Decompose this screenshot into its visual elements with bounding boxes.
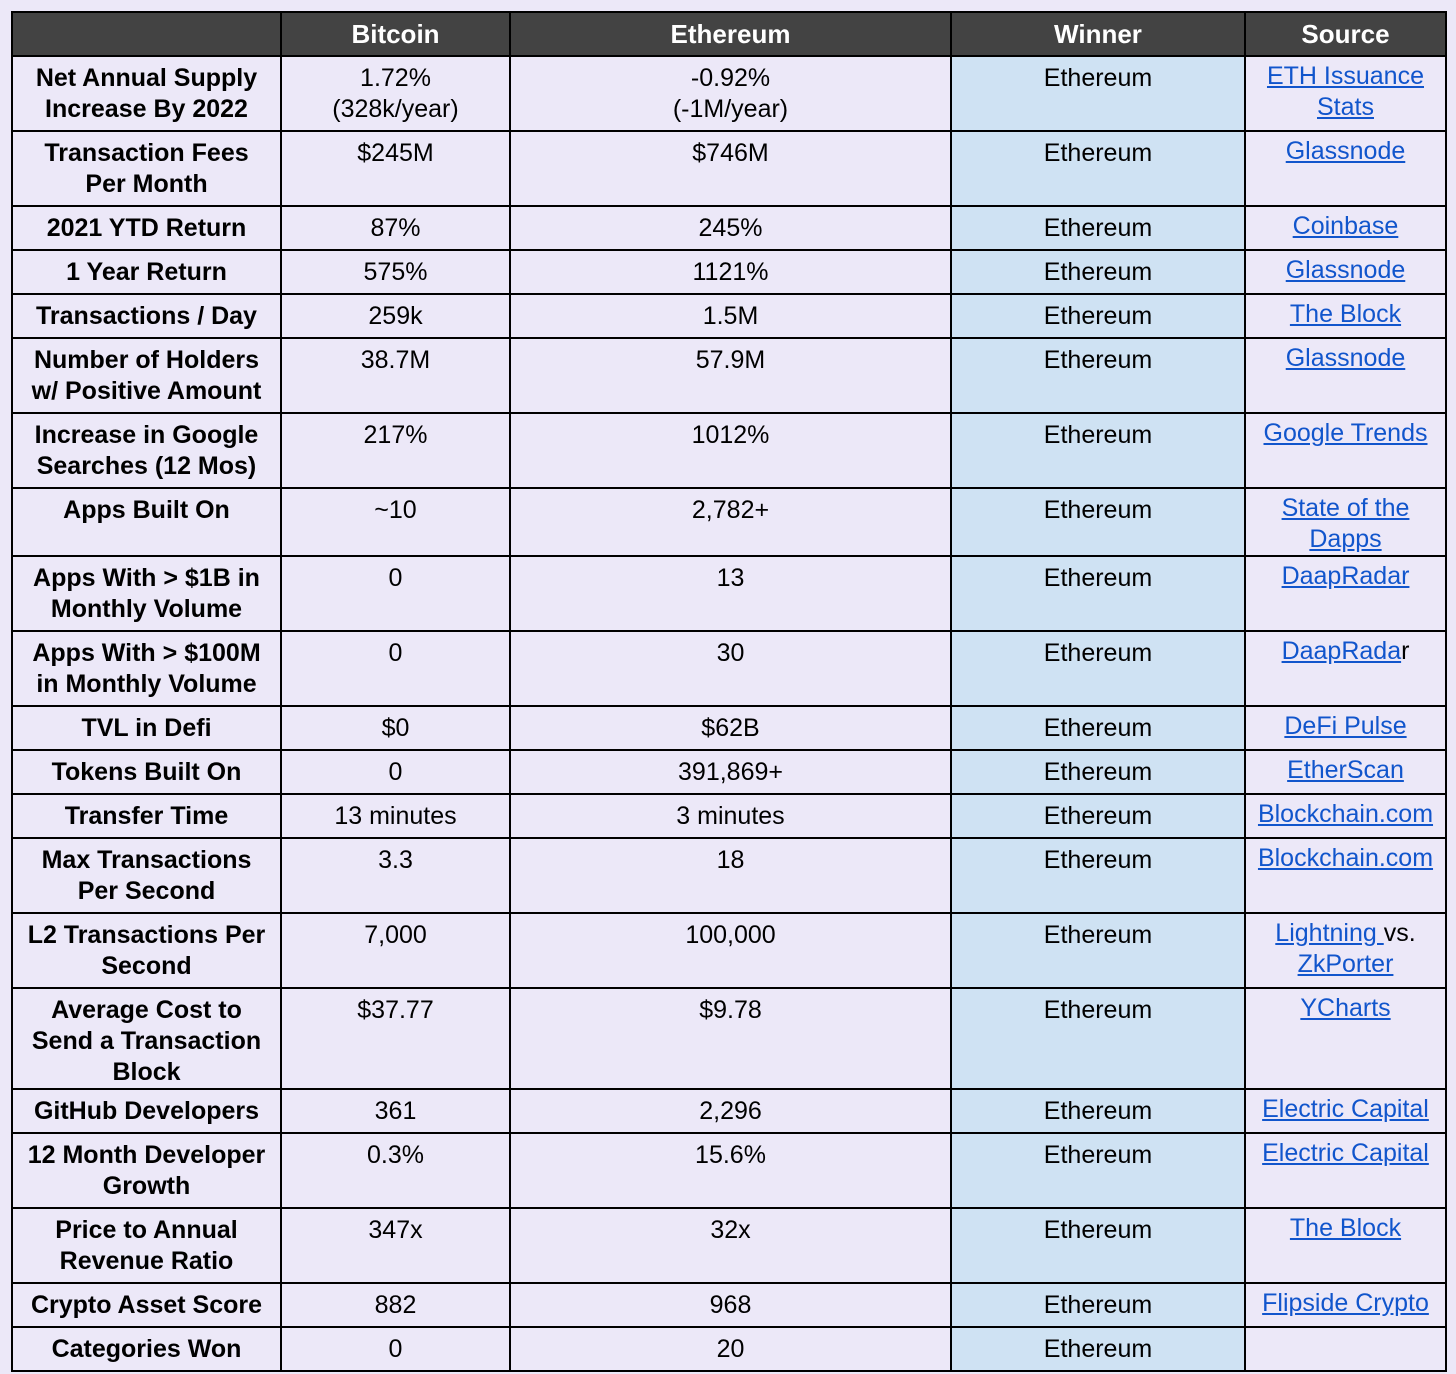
source-line: [1246, 843, 1445, 874]
source-link[interactable]: The Block: [1289, 1214, 1402, 1242]
ethereum-value-line: 100,000: [685, 921, 776, 949]
source-cell: [1245, 1208, 1446, 1283]
table-row: [12, 131, 1446, 206]
source-line: [1246, 755, 1445, 786]
ethereum-value-line: 15.6%: [695, 1141, 766, 1169]
winner-value: Ethereum: [951, 294, 1245, 338]
source-cell: [1245, 988, 1446, 1089]
metric-label-line: Send a Transaction: [31, 1027, 262, 1055]
source-line: [1246, 711, 1445, 742]
bitcoin-value: [281, 294, 510, 338]
bitcoin-value-line: 38.7M: [360, 346, 431, 374]
metric-label-line: Per Month: [85, 170, 208, 198]
bitcoin-value: [281, 838, 510, 913]
source-cell: [1245, 838, 1446, 913]
table-row: [12, 750, 1446, 794]
source-link[interactable]: ETH Issuance: [1266, 62, 1424, 90]
source-link[interactable]: Google Trends: [1263, 419, 1428, 447]
metric-label: [12, 488, 281, 556]
bitcoin-value-line: 0.3%: [367, 1141, 424, 1169]
metric-label: [12, 250, 281, 294]
source-link[interactable]: EtherScan: [1287, 756, 1404, 784]
ethereum-value-line: 2,782+: [691, 496, 770, 524]
metric-label: [12, 556, 281, 631]
ethereum-value: [510, 706, 951, 750]
winner-value: Ethereum: [951, 1133, 1245, 1208]
bitcoin-value-line: 361: [374, 1097, 417, 1125]
metric-label-line: TVL in Defi: [81, 714, 212, 742]
metric-label-line: in Monthly Volume: [36, 670, 257, 698]
ethereum-value-line: 1.5M: [702, 302, 759, 330]
bitcoin-value-line: 87%: [370, 214, 421, 242]
bitcoin-value-line: (328k/year): [332, 95, 459, 123]
metric-label: [12, 1283, 281, 1327]
ethereum-value: [510, 794, 951, 838]
bitcoin-value-line: 3.3: [378, 846, 413, 874]
ethereum-value-line: 245%: [698, 214, 763, 242]
source-line: [1246, 1288, 1445, 1319]
ethereum-value: [510, 750, 951, 794]
bitcoin-value: [281, 913, 510, 988]
bitcoin-value: [281, 750, 510, 794]
source-cell: [1245, 206, 1446, 250]
source-cell: [1245, 913, 1446, 988]
metric-label: [12, 631, 281, 706]
source-cell: [1245, 131, 1446, 206]
metric-label-line: Price to Annual: [55, 1216, 238, 1244]
metric-label: [12, 838, 281, 913]
source-link[interactable]: DaapRada: [1281, 637, 1402, 665]
source-link[interactable]: Blockchain.com: [1257, 844, 1434, 872]
metric-label-line: Growth: [102, 1172, 191, 1200]
ethereum-value-line: 32x: [710, 1216, 751, 1244]
source-cell: [1245, 56, 1446, 131]
table-row: [12, 206, 1446, 250]
header-row: [12, 12, 1446, 56]
source-cell: [1245, 1283, 1446, 1327]
source-link[interactable]: DaapRadar: [1281, 562, 1410, 590]
table-row: [12, 988, 1446, 1089]
bitcoin-value: [281, 1208, 510, 1283]
ethereum-value-line: $62B: [701, 714, 760, 742]
winner-value: Ethereum: [951, 706, 1245, 750]
ethereum-value: [510, 488, 951, 556]
metric-label-line: Tokens Built On: [51, 758, 242, 786]
winner-value: Ethereum: [951, 631, 1245, 706]
source-cell: [1245, 250, 1446, 294]
source-line: [1246, 1094, 1445, 1125]
metric-label: [12, 338, 281, 413]
table-row: [12, 1327, 1446, 1371]
source-line: [1246, 136, 1445, 167]
bitcoin-value: [281, 338, 510, 413]
source-link[interactable]: The Block: [1289, 300, 1402, 328]
ethereum-value-line: 1121%: [692, 258, 769, 286]
comparison-table: [11, 11, 1447, 1372]
source-cell: [1245, 750, 1446, 794]
bitcoin-value: [281, 413, 510, 488]
bitcoin-value: [281, 1327, 510, 1371]
source-link[interactable]: Stats: [1317, 93, 1374, 121]
winner-value: Ethereum: [951, 1208, 1245, 1283]
source-line: [1246, 993, 1445, 1024]
header-source: Source: [1245, 12, 1446, 56]
winner-value: Ethereum: [951, 56, 1245, 131]
ethereum-value: [510, 1327, 951, 1371]
source-cell: [1245, 794, 1446, 838]
ethereum-value: [510, 206, 951, 250]
source-cell: [1245, 1133, 1446, 1208]
metric-label: [12, 794, 281, 838]
source-cell: [1245, 556, 1446, 631]
ethereum-value: [510, 1089, 951, 1133]
table-row: [12, 913, 1446, 988]
source-link[interactable]: Glassnode: [1285, 137, 1406, 165]
winner-value: Ethereum: [951, 413, 1245, 488]
source-link[interactable]: ZkPorter: [1297, 950, 1394, 978]
metric-label-line: Searches (12 Mos): [36, 452, 257, 480]
ethereum-value: [510, 556, 951, 631]
bitcoin-value: [281, 56, 510, 131]
winner-value: Ethereum: [951, 750, 1245, 794]
source-link[interactable]: Electric Capital: [1262, 1139, 1429, 1167]
winner-value: Ethereum: [951, 1327, 1245, 1371]
source-link[interactable]: Flipside Crypto: [1262, 1289, 1429, 1317]
table-body: [12, 56, 1446, 1371]
source-line: [1246, 61, 1445, 92]
table-row: [12, 250, 1446, 294]
ethereum-value-line: $9.78: [699, 996, 762, 1024]
bitcoin-value: [281, 556, 510, 631]
ethereum-value: [510, 131, 951, 206]
metric-label-line: Number of Holders: [33, 346, 260, 374]
bitcoin-value-line: 259k: [368, 302, 423, 330]
table-row: [12, 338, 1446, 413]
winner-value: Ethereum: [951, 338, 1245, 413]
bitcoin-value-line: $37.77: [357, 996, 434, 1024]
metric-label: [12, 1089, 281, 1133]
metric-label-line: Increase By 2022: [45, 95, 248, 123]
source-line: [1246, 918, 1445, 949]
winner-value: Ethereum: [951, 1283, 1245, 1327]
winner-value: Ethereum: [951, 794, 1245, 838]
metric-label-line: Average Cost to: [51, 996, 242, 1024]
bitcoin-value-line: ~10: [374, 496, 417, 524]
bitcoin-value-line: 0: [388, 758, 403, 786]
metric-label-line: GitHub Developers: [33, 1097, 260, 1125]
bitcoin-value: [281, 250, 510, 294]
source-link[interactable]: Lightning: [1275, 919, 1384, 947]
source-link[interactable]: DeFi Pulse: [1284, 712, 1407, 740]
bitcoin-value: [281, 1283, 510, 1327]
source-suffix: r: [1401, 637, 1410, 665]
source-link[interactable]: Blockchain.com: [1257, 800, 1434, 828]
metric-label-line: Categories Won: [51, 1335, 242, 1363]
table-row: [12, 1133, 1446, 1208]
metric-label: [12, 1327, 281, 1371]
source-cell: [1245, 1327, 1446, 1371]
header-winner: Winner: [951, 12, 1245, 56]
metric-label-line: Max Transactions: [41, 846, 252, 874]
metric-label: [12, 413, 281, 488]
table-row: [12, 631, 1446, 706]
ethereum-value-line: $746M: [692, 139, 769, 167]
source-line: [1246, 211, 1445, 242]
source-suffix: vs.: [1383, 919, 1416, 947]
bitcoin-value: [281, 1133, 510, 1208]
metric-label: [12, 294, 281, 338]
bitcoin-value-line: $245M: [357, 139, 434, 167]
source-line: [1246, 561, 1445, 592]
source-link[interactable]: Electric Capital: [1262, 1095, 1429, 1123]
metric-label-line: Apps With > $100M: [32, 639, 261, 667]
metric-label: [12, 988, 281, 1089]
winner-value: Ethereum: [951, 988, 1245, 1089]
header-metric: [12, 12, 281, 56]
bitcoin-value: [281, 794, 510, 838]
ethereum-value: [510, 1133, 951, 1208]
bitcoin-value: [281, 488, 510, 556]
source-line: [1246, 343, 1445, 374]
ethereum-value: [510, 294, 951, 338]
metric-label-line: 12 Month Developer: [27, 1141, 266, 1169]
metric-label-line: Block: [112, 1058, 181, 1086]
header-bitcoin: Bitcoin: [281, 12, 510, 56]
winner-value: Ethereum: [951, 913, 1245, 988]
table-row: [12, 838, 1446, 913]
source-line: [1246, 299, 1445, 330]
bitcoin-value: [281, 131, 510, 206]
metric-label: [12, 913, 281, 988]
ethereum-value: [510, 413, 951, 488]
bitcoin-value-line: $0: [381, 714, 410, 742]
source-link[interactable]: Glassnode: [1285, 344, 1406, 372]
ethereum-value-line: 968: [709, 1291, 752, 1319]
ethereum-value-line: 2,296: [699, 1097, 762, 1125]
source-line: [1246, 799, 1445, 830]
table-row: [12, 56, 1446, 131]
metric-label-line: Transaction Fees: [44, 139, 249, 167]
bitcoin-value-line: 0: [388, 639, 403, 667]
bitcoin-value: [281, 631, 510, 706]
ethereum-value: [510, 250, 951, 294]
metric-label-line: Transactions / Day: [36, 302, 257, 330]
source-line: [1246, 949, 1445, 980]
metric-label-line: Apps With > $1B in: [33, 564, 260, 592]
table-row: [12, 488, 1446, 556]
metric-label-line: 1 Year Return: [66, 258, 227, 286]
bitcoin-value: [281, 706, 510, 750]
table-row: [12, 413, 1446, 488]
winner-value: Ethereum: [951, 556, 1245, 631]
ethereum-value: [510, 1208, 951, 1283]
metric-label-line: Net Annual Supply: [35, 64, 258, 92]
ethereum-value: [510, 913, 951, 988]
ethereum-value-line: -0.92%: [690, 64, 771, 92]
bitcoin-value-line: 7,000: [364, 921, 427, 949]
bitcoin-value-line: 347x: [368, 1216, 423, 1244]
metric-label-line: 2021 YTD Return: [46, 214, 247, 242]
metric-label-line: Increase in Google: [34, 421, 259, 449]
source-line: [1246, 418, 1445, 449]
table-row: [12, 1283, 1446, 1327]
bitcoin-value-line: 882: [374, 1291, 417, 1319]
bitcoin-value: [281, 1089, 510, 1133]
bitcoin-value-line: 0: [388, 1335, 403, 1363]
ethereum-value-line: 3 minutes: [676, 802, 785, 830]
source-cell: [1245, 338, 1446, 413]
metric-label: [12, 1208, 281, 1283]
table-row: [12, 794, 1446, 838]
metric-label: [12, 706, 281, 750]
ethereum-value: [510, 838, 951, 913]
bitcoin-value-line: 575%: [363, 258, 428, 286]
metric-label: [12, 56, 281, 131]
header-ethereum: Ethereum: [510, 12, 951, 56]
source-link[interactable]: State of the Dapps: [1281, 494, 1410, 553]
ethereum-value-line: 13: [716, 564, 745, 592]
source-cell: [1245, 294, 1446, 338]
ethereum-value: [510, 1283, 951, 1327]
metric-label-line: Transfer Time: [64, 802, 229, 830]
table-row: [12, 1208, 1446, 1283]
metric-label-line: Per Second: [77, 877, 216, 905]
source-cell: [1245, 1089, 1446, 1133]
source-line: [1246, 493, 1445, 555]
source-cell: [1245, 488, 1446, 556]
ethereum-value-line: 20: [716, 1335, 745, 1363]
source-link[interactable]: Glassnode: [1285, 256, 1406, 284]
ethereum-value-line: (-1M/year): [672, 95, 789, 123]
ethereum-value: [510, 631, 951, 706]
metric-label-line: L2 Transactions Per: [27, 921, 266, 949]
metric-label: [12, 1133, 281, 1208]
metric-label-line: Monthly Volume: [50, 595, 243, 623]
ethereum-value-line: 57.9M: [695, 346, 766, 374]
metric-label-line: Apps Built On: [63, 496, 230, 524]
table-row: [12, 1089, 1446, 1133]
metric-label-line: Second: [101, 952, 192, 980]
metric-label: [12, 206, 281, 250]
metric-label-line: w/ Positive Amount: [31, 377, 262, 405]
winner-value: Ethereum: [951, 131, 1245, 206]
bitcoin-value-line: 0: [388, 564, 403, 592]
ethereum-value-line: 18: [716, 846, 745, 874]
source-cell: [1245, 631, 1446, 706]
source-cell: [1245, 413, 1446, 488]
winner-value: Ethereum: [951, 206, 1245, 250]
ethereum-value: [510, 338, 951, 413]
winner-value: Ethereum: [951, 838, 1245, 913]
source-link[interactable]: Coinbase: [1292, 212, 1399, 240]
winner-value: Ethereum: [951, 1089, 1245, 1133]
ethereum-value-line: 391,869+: [678, 758, 783, 786]
source-line: [1246, 255, 1445, 286]
source-cell: [1245, 706, 1446, 750]
ethereum-value-line: 1012%: [691, 421, 770, 449]
bitcoin-value-line: 217%: [363, 421, 428, 449]
ethereum-value: [510, 988, 951, 1089]
metric-label-line: Crypto Asset Score: [30, 1291, 263, 1319]
table-row: [12, 294, 1446, 338]
source-link[interactable]: YCharts: [1300, 994, 1391, 1022]
source-line: [1246, 1138, 1445, 1169]
table-row: [12, 556, 1446, 631]
source-line: [1246, 1213, 1445, 1244]
bitcoin-value-line: 1.72%: [360, 64, 431, 92]
metric-label: [12, 750, 281, 794]
source-line: [1246, 92, 1445, 123]
metric-label: [12, 131, 281, 206]
bitcoin-value: [281, 206, 510, 250]
ethereum-value: [510, 56, 951, 131]
winner-value: Ethereum: [951, 250, 1245, 294]
bitcoin-value-line: 13 minutes: [334, 802, 457, 830]
winner-value: Ethereum: [951, 488, 1245, 556]
bitcoin-value: [281, 988, 510, 1089]
table-row: [12, 706, 1446, 750]
metric-label-line: Revenue Ratio: [59, 1247, 234, 1275]
source-line: [1246, 636, 1445, 667]
ethereum-value-line: 30: [716, 639, 745, 667]
